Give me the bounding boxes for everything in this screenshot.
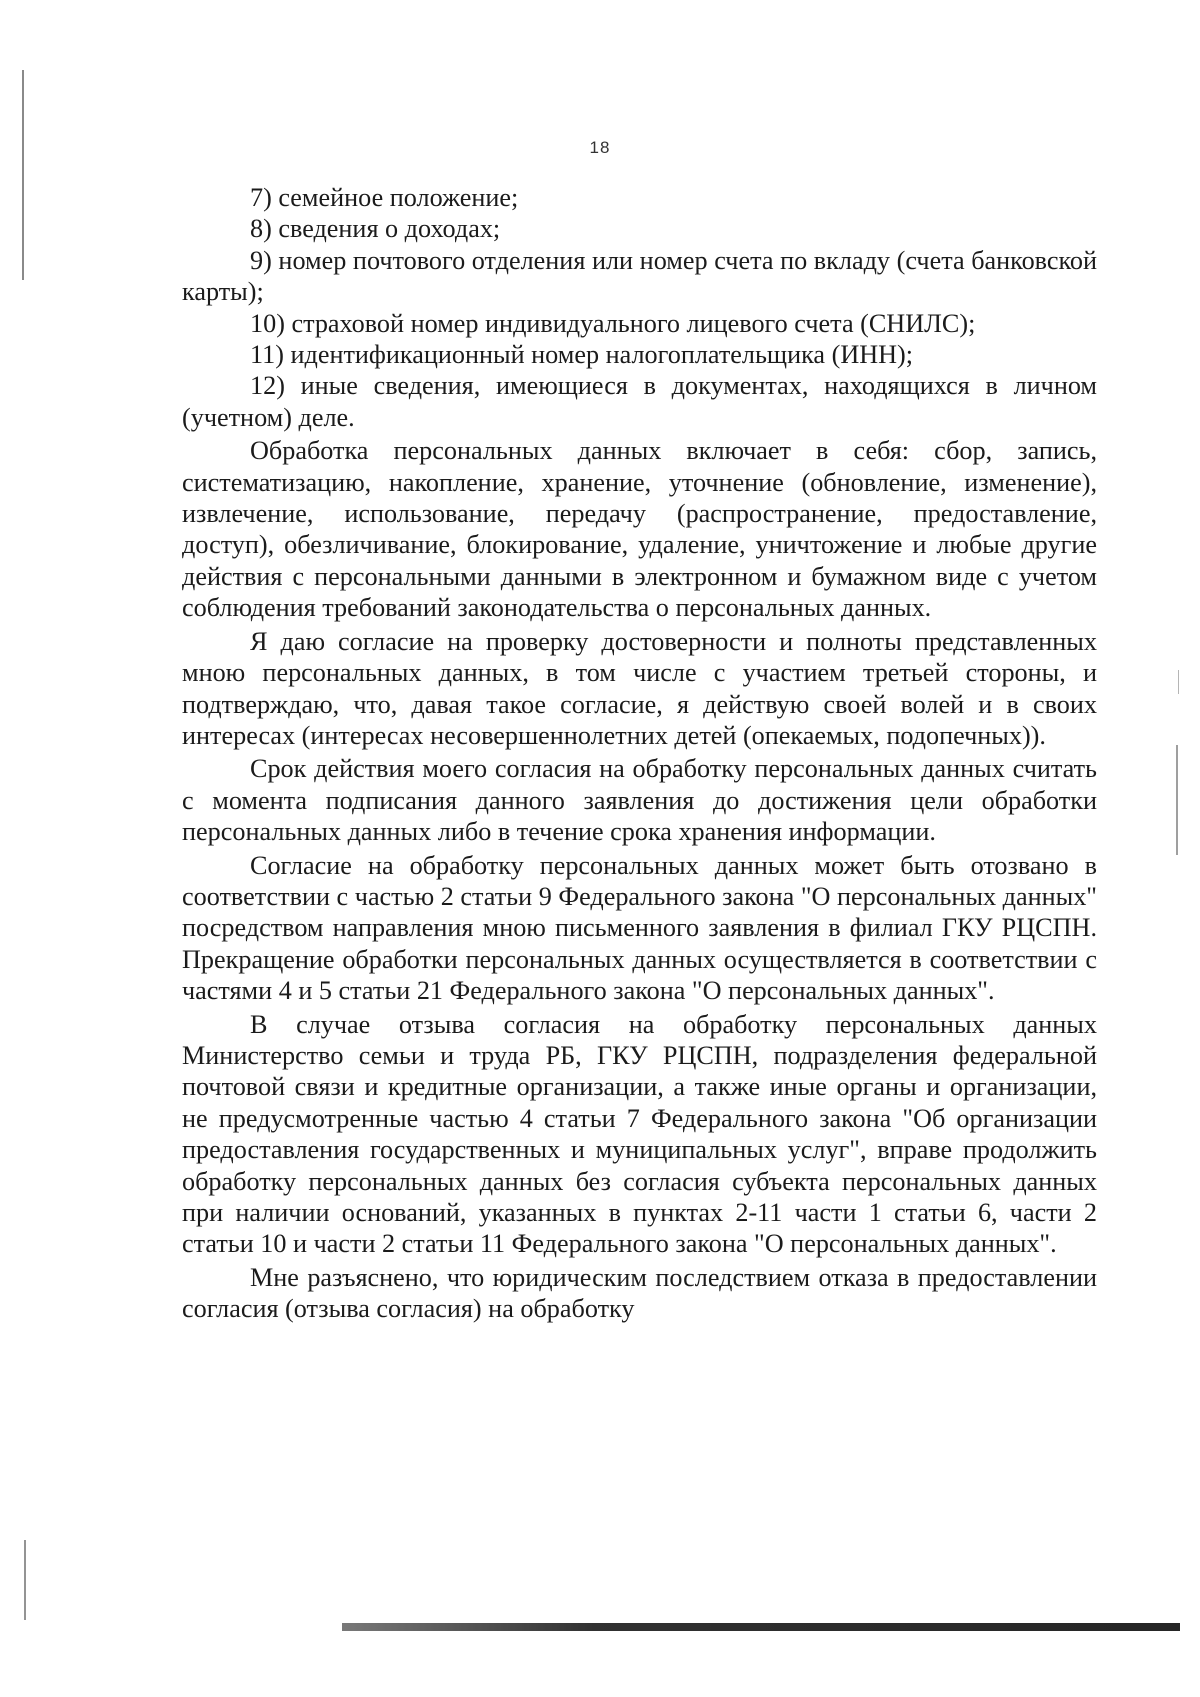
list-item-12: 12) иные сведения, имеющиеся в документах, находящихся в личном (учетном) деле. bbox=[182, 371, 1097, 432]
paragraph-refusal-explanation: Мне разъяснено, что юридическим последствием отказа в предоставлении согласия (отзыва согласия) на обработку bbox=[182, 1262, 1097, 1324]
paragraph-processing-scope: Обработка персональных данных включает в себя: сбор, запись, систематизацию, накопление, хранение, уточнение (обновление, изменение), извлечение, использование, передачу (распространение, предоставление, доступ), обезличивание, блокирование, удаление, уничтожение и любые другие действия с персональными данными в электронном и бумажном виде с учетом соблюдения требований законодательства о персональных данных. bbox=[182, 436, 1097, 623]
list-item-10: 10) страховой номер индивидуального лицевого счета (СНИЛС); bbox=[250, 308, 976, 338]
scan-edge-mark-right bbox=[1176, 745, 1178, 855]
scan-edge-mark-left-bottom bbox=[24, 1540, 26, 1620]
paragraph-withdrawal-consequences: В случае отзыва согласия на обработку персональных данных Министерство семьи и труда РБ, ГКУ РЦСПН, подразделения федеральной почтовой связи и кредитные организации, а также иные органы и организации, не предусмотренные частью 4 статьи 7 Федерального закона "Об организации предоставления государственных и муниципальных услуг", вправе продолжить обработку персональных данных без согласия субъекта персональных данных при наличии оснований, указанных в пунктах 2-11 части 1 статьи 6, части 2 статьи 10 и части 2 статьи 11 Федерального закона "О персональных данных". bbox=[182, 1009, 1097, 1259]
paragraph-consent-term: Срок действия моего согласия на обработку персональных данных считать с момента подписания данного заявления до достижения цели обработки персональных данных либо в течение срока хранения информации. bbox=[182, 754, 1097, 847]
paragraph-consent-verification: Я даю согласие на проверку достоверности и полноты представленных мною персональных данных, в том числе с участием третьей стороны, и подтверждаю, что, давая такое согласие, я действую своей волей и в своих интересах (интересах несовершеннолетних детей (опекаемых, подопечных)). bbox=[182, 626, 1097, 750]
page-number: 18 bbox=[589, 138, 611, 157]
list-item-8: 8) сведения о доходах; bbox=[250, 214, 501, 244]
list-item-9: 9) номер почтового отделения или номер счета по вкладу (счета банковской карты); bbox=[182, 245, 1097, 307]
paragraph-consent-withdrawal: Согласие на обработку персональных данных может быть отозвано в соответствии с частью 2 статьи 9 Федерального закона "О персональных данных" посредством направления мною письменного заявления в филиал ГКУ РЦСПН. Прекращение обработки персональных данных осуществляется в соответствии с частями 4 и 5 статьи 21 Федерального закона "О персональных данных". bbox=[182, 850, 1097, 1006]
scan-edge-mark-left-top bbox=[22, 70, 24, 280]
scan-bottom-rule bbox=[342, 1623, 1180, 1631]
list-item-7: 7) семейное положение; bbox=[250, 183, 519, 212]
document-body bbox=[182, 182, 1097, 1325]
list-item-11: 11) идентификационный номер налогоплательщика (ИНН); bbox=[250, 340, 914, 370]
scan-edge-mark-right-small bbox=[1178, 670, 1179, 694]
